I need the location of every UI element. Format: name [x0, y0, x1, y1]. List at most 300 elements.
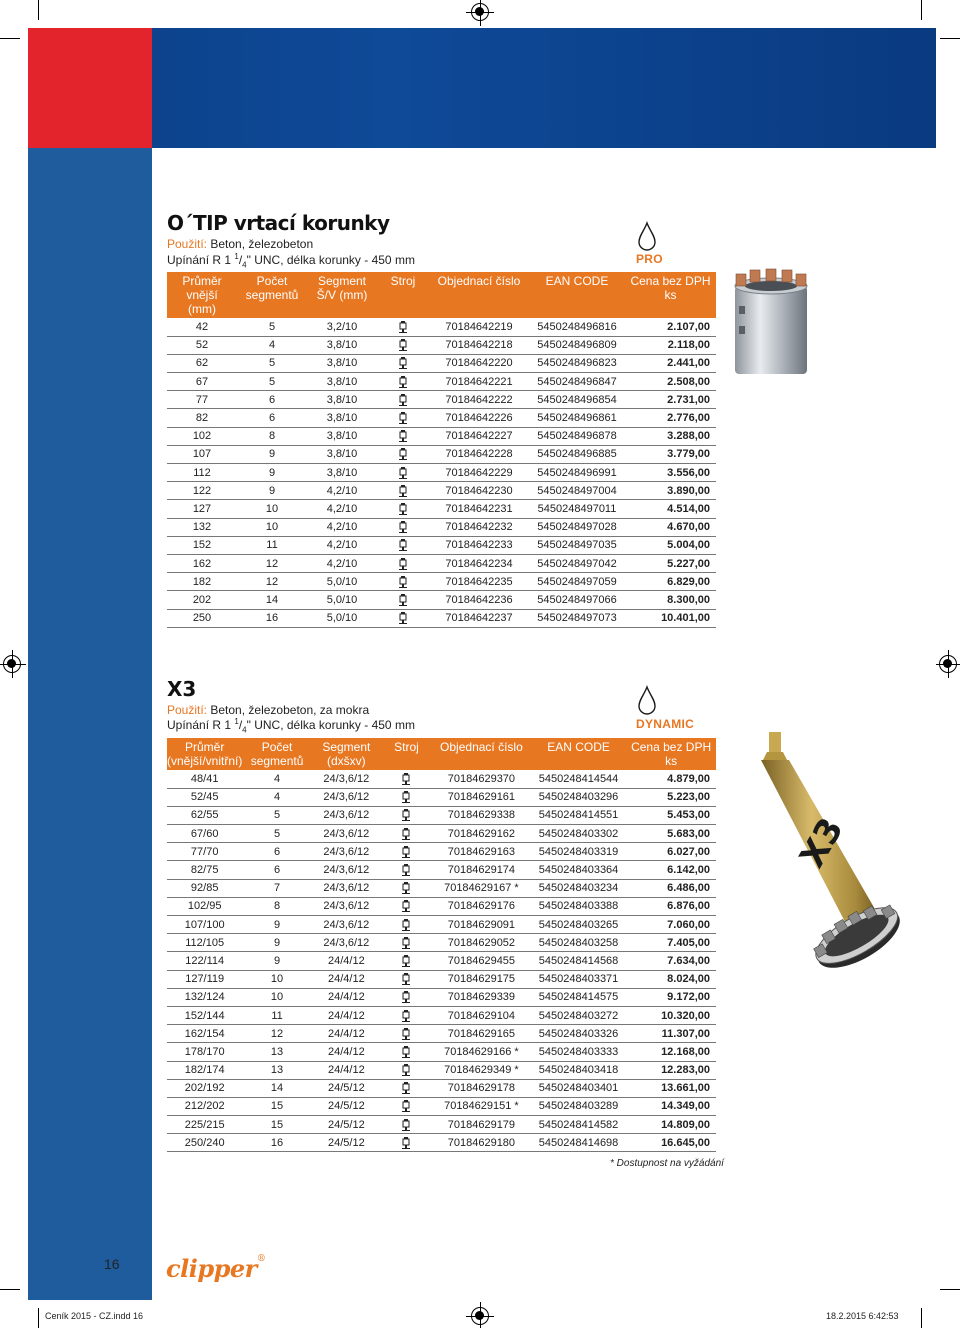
clamp-fraction-num: 1 [234, 717, 239, 726]
price-cell: 3.556,00 [625, 464, 716, 482]
table-cell: 5450248497028 [529, 518, 625, 536]
usage-label: Použití: [167, 237, 208, 251]
table-cell: 5450248403258 [531, 934, 626, 952]
drill-machine-icon [402, 955, 410, 967]
drill-machine-icon [399, 539, 407, 551]
drill-machine-icon [399, 503, 407, 515]
table-cell: 9 [237, 445, 307, 463]
table-row [167, 843, 716, 861]
table-cell: 70184629455 [432, 952, 531, 970]
registration-mark-line [480, 1302, 481, 1328]
table-cell: 24/4/12 [312, 1006, 381, 1024]
table-row [167, 1116, 716, 1134]
left-blue-band [28, 28, 152, 1300]
table-cell: 5,0/10 [307, 573, 377, 591]
table-cell: 24/3,6/12 [312, 879, 381, 897]
table-row [167, 970, 716, 988]
table-row [167, 988, 716, 1006]
table-cell: 122 [167, 482, 237, 500]
machine-cell [377, 336, 429, 354]
crop-mark [940, 38, 960, 39]
table-cell: 3,8/10 [307, 373, 377, 391]
header-cell: Průměr (vnější/vnitřní) [167, 740, 243, 768]
drill-machine-icon [402, 773, 410, 785]
table-cell: 5 [237, 318, 307, 336]
clamp-text-rest: " UNC, délka korunky - 450 mm [246, 253, 415, 267]
table-cell: 4 [242, 770, 311, 788]
table-cell: 5450248496809 [529, 336, 625, 354]
table-cell: 16 [242, 1134, 311, 1152]
drill-machine-icon [399, 339, 407, 351]
table-cell: 152 [167, 536, 237, 554]
price-cell: 8.024,00 [626, 970, 716, 988]
price-cell: 6.486,00 [626, 879, 716, 897]
drill-machine-icon [402, 828, 410, 840]
table-cell: 70184642221 [429, 373, 529, 391]
table-cell: 70184642229 [429, 464, 529, 482]
table-header-row [167, 738, 716, 770]
price-cell: 5.683,00 [626, 825, 716, 843]
drill-machine-icon [402, 973, 410, 985]
table-cell: 70184629176 [432, 897, 531, 915]
price-cell: 4.670,00 [625, 518, 716, 536]
table-cell: 62/55 [167, 806, 242, 824]
drill-machine-icon [402, 791, 410, 803]
clamp-fraction-num: 1 [234, 252, 239, 261]
usage-line [167, 237, 313, 251]
clamp-text-rest: " UNC, délka korunky - 450 mm [246, 718, 415, 732]
drill-machine-icon [402, 846, 410, 858]
table-cell: 5450248497004 [529, 482, 625, 500]
table-cell: 3,8/10 [307, 427, 377, 445]
table-row [167, 591, 716, 609]
price-cell: 5.223,00 [626, 788, 716, 806]
table-cell: 67/60 [167, 825, 242, 843]
machine-cell [377, 409, 429, 427]
drill-machine-icon [399, 394, 407, 406]
table-cell: 5450248414544 [531, 770, 626, 788]
table-cell: 52 [167, 336, 237, 354]
table-cell: 24/4/12 [312, 988, 381, 1006]
table-cell: 5450248403326 [531, 1025, 626, 1043]
table-cell: 178/170 [167, 1043, 242, 1061]
table-cell: 5450248414698 [531, 1134, 626, 1152]
clamp-text: Upínání R 1 [167, 718, 235, 732]
machine-cell [377, 391, 429, 409]
usage-line [167, 703, 369, 717]
drill-machine-icon [402, 1137, 410, 1149]
table-cell: 5450248497073 [529, 609, 625, 627]
table-cell: 5450248496861 [529, 409, 625, 427]
table-cell: 5 [237, 354, 307, 372]
table-row [167, 861, 716, 879]
drill-machine-icon [402, 864, 410, 876]
brand-name: clipper [166, 1254, 257, 1283]
table-cell: 5450248403265 [531, 916, 626, 934]
product-table [167, 738, 716, 1152]
table-cell: 152/144 [167, 1006, 242, 1024]
price-cell: 3.890,00 [625, 482, 716, 500]
table-cell: 70184629091 [432, 916, 531, 934]
price-cell: 8.300,00 [625, 591, 716, 609]
table-row [167, 354, 716, 372]
machine-cell [381, 825, 432, 843]
header-cell: Stroj [377, 272, 429, 318]
registration-mark-line [12, 650, 13, 678]
table-cell: 5,0/10 [307, 609, 377, 627]
crop-mark [38, 1308, 39, 1328]
usage-label: Použití: [167, 703, 208, 717]
table-row [167, 573, 716, 591]
table-cell: 24/3,6/12 [312, 843, 381, 861]
machine-cell [377, 591, 429, 609]
table-cell: 70184629338 [432, 806, 531, 824]
table-cell: 5 [242, 806, 311, 824]
table-row [167, 318, 716, 336]
table-cell: 48/41 [167, 770, 242, 788]
table-cell: 9 [242, 916, 311, 934]
machine-cell [377, 609, 429, 627]
table-row [167, 1061, 716, 1079]
table-cell: 24/5/12 [312, 1134, 381, 1152]
header-cell: Cena bez DPH ks [626, 738, 716, 770]
drill-machine-icon [402, 1010, 410, 1022]
price-cell: 4.514,00 [625, 500, 716, 518]
table-cell: 5450248496823 [529, 354, 625, 372]
drill-machine-icon [399, 448, 407, 460]
table-cell: 132/124 [167, 988, 242, 1006]
drill-machine-icon [399, 594, 407, 606]
table-cell: 5450248403333 [531, 1043, 626, 1061]
machine-cell [377, 427, 429, 445]
machine-cell [381, 1061, 432, 1079]
crop-mark [0, 38, 20, 39]
table-cell: 24/4/12 [312, 970, 381, 988]
table-row [167, 554, 716, 572]
file-slug: Ceník 2015 - CZ.indd 16 [45, 1311, 144, 1321]
table-cell: 225/215 [167, 1116, 242, 1134]
table-cell: 24/3,6/12 [312, 897, 381, 915]
usage-text: Beton, železobeton, za mokra [210, 703, 370, 717]
table-row [167, 609, 716, 627]
table-cell: 10 [237, 500, 307, 518]
svg-text:X3: X3 [792, 811, 852, 875]
table-cell: 4,2/10 [307, 554, 377, 572]
machine-cell [381, 1025, 432, 1043]
crop-mark [940, 1289, 960, 1290]
table-cell: 162/154 [167, 1025, 242, 1043]
table-header-row [167, 272, 716, 318]
price-cell: 5.453,00 [626, 806, 716, 824]
machine-cell [381, 1097, 432, 1115]
header-cell: Cena bez DPH ks [625, 272, 716, 318]
drill-machine-icon [402, 1100, 410, 1112]
table-cell: 9 [242, 934, 311, 952]
table-cell: 5,0/10 [307, 591, 377, 609]
table-row [167, 806, 716, 824]
table-cell: 11 [242, 1006, 311, 1024]
table-row [167, 500, 716, 518]
crop-mark [921, 1308, 922, 1328]
table-cell: 24/5/12 [312, 1116, 381, 1134]
table-cell: 6 [242, 861, 311, 879]
drill-machine-icon [402, 919, 410, 931]
table-cell: 70184629178 [432, 1079, 531, 1097]
red-corner-block [28, 28, 152, 148]
machine-cell [377, 573, 429, 591]
grade-label: DYNAMIC [636, 717, 695, 731]
table-row [167, 1079, 716, 1097]
header-cell: EAN CODE [531, 738, 626, 770]
table-cell: 70184642220 [429, 354, 529, 372]
table-row [167, 464, 716, 482]
table-cell: 15 [242, 1097, 311, 1115]
table-cell: 4,2/10 [307, 500, 377, 518]
table-cell: 70184629161 [432, 788, 531, 806]
table-cell: 5450248403371 [531, 970, 626, 988]
header-cell: Objednací číslo [429, 272, 529, 318]
price-cell: 12.283,00 [626, 1061, 716, 1079]
grade-label: PRO [636, 252, 663, 266]
price-cell: 14.349,00 [626, 1097, 716, 1115]
table-cell: 13 [242, 1061, 311, 1079]
drill-machine-icon [402, 900, 410, 912]
machine-cell [377, 354, 429, 372]
drill-machine-icon [402, 1028, 410, 1040]
machine-cell [377, 554, 429, 572]
table-cell: 70184629151 * [432, 1097, 531, 1115]
drill-machine-icon [399, 521, 407, 533]
drill-machine-icon [399, 357, 407, 369]
price-cell: 6.876,00 [626, 897, 716, 915]
drill-machine-icon [399, 485, 407, 497]
usage-text: Beton, železobeton [210, 237, 314, 251]
table-cell: 70184629175 [432, 970, 531, 988]
table-cell: 5450248403319 [531, 843, 626, 861]
drill-machine-icon [399, 612, 407, 624]
machine-cell [381, 1116, 432, 1134]
table-cell: 5450248496991 [529, 464, 625, 482]
drill-machine-icon [402, 1119, 410, 1131]
table-cell: 82/75 [167, 861, 242, 879]
table-cell: 42 [167, 318, 237, 336]
table-cell: 3,2/10 [307, 318, 377, 336]
table-cell: 5450248403388 [531, 897, 626, 915]
price-cell: 2.776,00 [625, 409, 716, 427]
price-cell: 11.307,00 [626, 1025, 716, 1043]
machine-cell [381, 952, 432, 970]
price-cell: 10.320,00 [626, 1006, 716, 1024]
table-cell: 107 [167, 445, 237, 463]
table-cell: 6 [242, 843, 311, 861]
price-cell: 7.405,00 [626, 934, 716, 952]
table-row [167, 825, 716, 843]
table-cell: 70184629163 [432, 843, 531, 861]
table-cell: 4,2/10 [307, 536, 377, 554]
table-cell: 5450248403302 [531, 825, 626, 843]
table-cell: 107/100 [167, 916, 242, 934]
table-cell: 5450248403296 [531, 788, 626, 806]
machine-cell [381, 916, 432, 934]
table-cell: 5450248414568 [531, 952, 626, 970]
table-cell: 67 [167, 373, 237, 391]
table-cell: 70184629174 [432, 861, 531, 879]
table-cell: 70184642234 [429, 554, 529, 572]
header-cell: EAN CODE [529, 272, 625, 318]
machine-cell [381, 770, 432, 788]
table-cell: 24/4/12 [312, 952, 381, 970]
table-cell: 3,8/10 [307, 445, 377, 463]
price-cell: 2.118,00 [625, 336, 716, 354]
price-cell: 7.060,00 [626, 916, 716, 934]
table-row [167, 518, 716, 536]
table-cell: 4 [237, 336, 307, 354]
table-cell: 9 [237, 464, 307, 482]
table-cell: 70184629162 [432, 825, 531, 843]
machine-cell [381, 1134, 432, 1152]
table-row [167, 1134, 716, 1152]
price-cell: 2.441,00 [625, 354, 716, 372]
table-cell: 5450248496854 [529, 391, 625, 409]
table-cell: 16 [237, 609, 307, 627]
table-cell: 4 [242, 788, 311, 806]
table-cell: 6 [237, 409, 307, 427]
table-cell: 9 [242, 952, 311, 970]
table-cell: 70184642231 [429, 500, 529, 518]
table-cell: 250 [167, 609, 237, 627]
registration-mark-line [948, 650, 949, 678]
table-cell: 6 [237, 391, 307, 409]
clipper-logo [166, 1254, 265, 1283]
machine-cell [381, 1043, 432, 1061]
table-cell: 127/119 [167, 970, 242, 988]
table-row [167, 788, 716, 806]
table-cell: 14 [242, 1079, 311, 1097]
machine-cell [377, 482, 429, 500]
price-cell: 9.172,00 [626, 988, 716, 1006]
table-cell: 10 [237, 518, 307, 536]
table-cell: 24/4/12 [312, 1061, 381, 1079]
table-row [167, 391, 716, 409]
table-cell: 52/45 [167, 788, 242, 806]
table-row [167, 427, 716, 445]
drill-machine-icon [402, 1064, 410, 1076]
table-cell: 70184629104 [432, 1006, 531, 1024]
price-cell: 3.288,00 [625, 427, 716, 445]
table-cell: 62 [167, 354, 237, 372]
header-cell: Segment Š/V (mm) [307, 272, 377, 318]
table-cell: 24/3,6/12 [312, 934, 381, 952]
drill-machine-icon [402, 1082, 410, 1094]
table-cell: 14 [237, 591, 307, 609]
machine-cell [381, 879, 432, 897]
table-cell: 70184642232 [429, 518, 529, 536]
table-cell: 5450248496816 [529, 318, 625, 336]
drill-machine-icon [402, 991, 410, 1003]
clamp-fraction-den: 4 [242, 260, 247, 270]
table-cell: 12 [242, 1025, 311, 1043]
machine-cell [377, 373, 429, 391]
table-cell: 70184642218 [429, 336, 529, 354]
table-cell: 10 [242, 988, 311, 1006]
table-row [167, 952, 716, 970]
table-cell: 5450248403234 [531, 879, 626, 897]
table-cell: 5450248403289 [531, 1097, 626, 1115]
table-cell: 24/5/12 [312, 1079, 381, 1097]
price-cell: 12.168,00 [626, 1043, 716, 1061]
table-cell: 5450248497059 [529, 573, 625, 591]
table-cell: 182/174 [167, 1061, 242, 1079]
table-cell: 250/240 [167, 1134, 242, 1152]
clamp-text: Upínání R 1 [167, 253, 235, 267]
machine-cell [377, 318, 429, 336]
table-cell: 70184642222 [429, 391, 529, 409]
price-cell: 5.004,00 [625, 536, 716, 554]
table-row [167, 897, 716, 915]
table-row [167, 934, 716, 952]
table-cell: 70184642235 [429, 573, 529, 591]
drill-machine-icon [399, 376, 407, 388]
table-cell: 5 [237, 373, 307, 391]
crop-mark [0, 1289, 20, 1290]
table-cell: 5 [242, 825, 311, 843]
price-cell: 6.027,00 [626, 843, 716, 861]
table-cell: 5450248496878 [529, 427, 625, 445]
machine-cell [381, 806, 432, 824]
table-cell: 9 [237, 482, 307, 500]
table-cell: 24/4/12 [312, 1043, 381, 1061]
registration-mark-line [480, 0, 481, 26]
water-drop-icon [636, 221, 658, 251]
drill-machine-icon [402, 882, 410, 894]
drill-machine-icon [399, 467, 407, 479]
machine-cell [377, 536, 429, 554]
footnote: * Dostupnost na vyžádání [610, 1158, 724, 1169]
machine-cell [381, 988, 432, 1006]
table-cell: 13 [242, 1043, 311, 1061]
price-cell: 3.779,00 [625, 445, 716, 463]
table-cell: 5450248403418 [531, 1061, 626, 1079]
table-cell: 132 [167, 518, 237, 536]
machine-cell [381, 861, 432, 879]
table-row [167, 482, 716, 500]
price-cell: 14.809,00 [626, 1116, 716, 1134]
table-cell: 202 [167, 591, 237, 609]
machine-cell [381, 1079, 432, 1097]
table-cell: 70184629180 [432, 1134, 531, 1152]
table-cell: 112 [167, 464, 237, 482]
drill-machine-icon [399, 412, 407, 424]
core-bit-product-image [731, 268, 811, 378]
table-row [167, 445, 716, 463]
clamp-line: Upínání R 1 $^1/_4$" UNC, délka korunky - 450 mm [167, 252, 415, 270]
table-cell: 24/4/12 [312, 1025, 381, 1043]
machine-cell [377, 445, 429, 463]
table-cell: 70184629370 [432, 770, 531, 788]
print-timestamp: 18.2.2015 6:42:53 [826, 1311, 899, 1321]
price-cell: 16.645,00 [626, 1134, 716, 1152]
page-number: 16 [104, 1256, 120, 1272]
table-cell: 70184629339 [432, 988, 531, 1006]
table-cell: 70184642226 [429, 409, 529, 427]
table-cell: 24/5/12 [312, 1097, 381, 1115]
drill-machine-icon [402, 1046, 410, 1058]
table-cell: 102 [167, 427, 237, 445]
table-row [167, 1097, 716, 1115]
product-table [167, 272, 716, 628]
table-cell: 5450248497035 [529, 536, 625, 554]
table-cell: 24/3,6/12 [312, 916, 381, 934]
